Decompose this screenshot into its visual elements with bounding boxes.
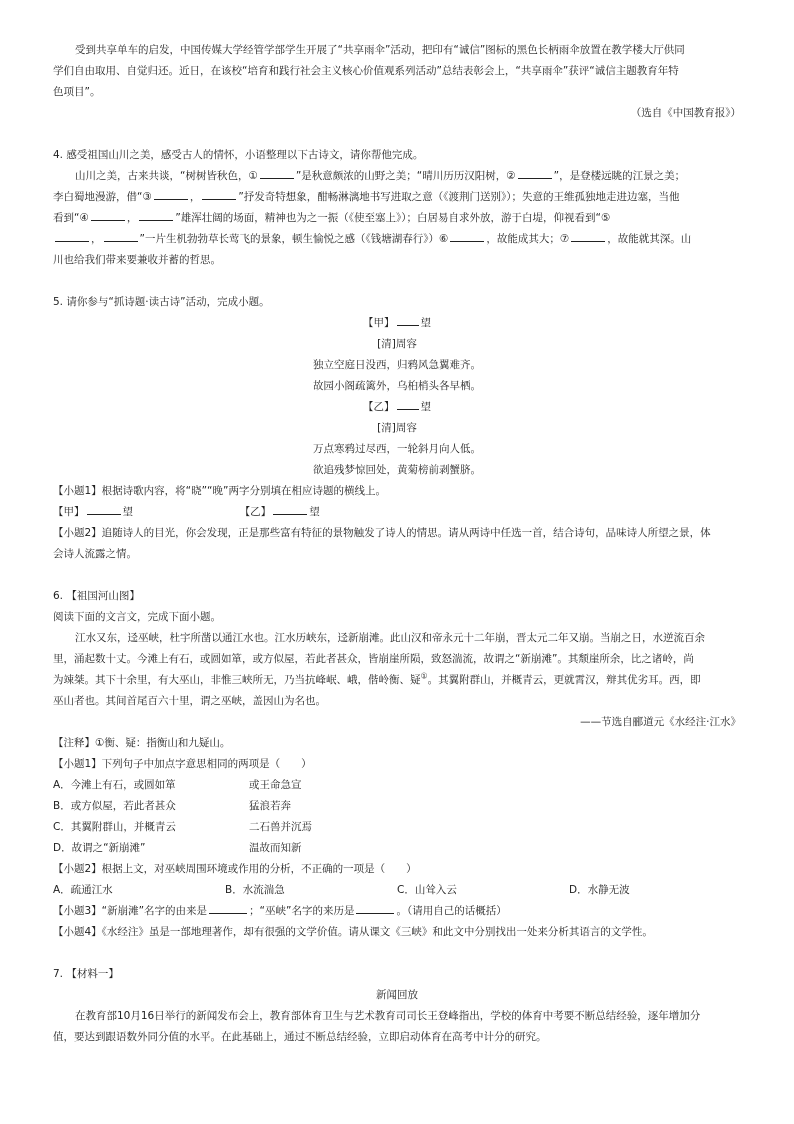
q6-source: ——节选自郦道元《水经注·江水》 bbox=[580, 716, 741, 728]
q6-text-line-2: 里，涌起数十丈。今滩上有石，或圆如箪，或方似屋，若此者甚众，皆崩崖所陨，致怒湍流，故谓之“新崩滩”。其颓崖所余，比之诸岭，尚 bbox=[53, 653, 694, 665]
option-b[interactable]: B．或方似屋，若此者甚众 猛浪若奔 bbox=[53, 800, 291, 812]
q7-title: 新闻回放 bbox=[376, 989, 418, 1001]
q5-sub2-line-2: 会诗人流露之情。 bbox=[53, 548, 137, 560]
answer-blank[interactable] bbox=[209, 901, 247, 914]
option-d[interactable]: D．故谓之“新崩滩” 温故而知新 bbox=[53, 842, 302, 854]
answer-blank[interactable] bbox=[273, 502, 307, 515]
answer-blank[interactable] bbox=[202, 187, 236, 200]
title-blank[interactable] bbox=[397, 397, 419, 410]
poem-2-title: 【乙】 望 bbox=[53, 397, 741, 418]
footnote-marker: ① bbox=[420, 671, 428, 681]
intro-line-1: 受到共享单车的启发，中国传媒大学经管学部学生开展了“共享雨伞”活动，把印有“诚信”图标的黑色长柄雨伞放置在教学楼大厅供同 bbox=[75, 44, 685, 56]
q5-answer-line: 【甲】 望 【乙】 望 bbox=[53, 502, 741, 523]
answer-blank[interactable] bbox=[154, 187, 188, 200]
poem-1-line-2: 故园小阁疏篱外，乌桕梢头各早栖。 bbox=[313, 380, 481, 392]
answer-blank[interactable] bbox=[450, 229, 484, 242]
q6-sub2-choices bbox=[53, 880, 741, 901]
answer-blank[interactable] bbox=[55, 229, 89, 242]
answer-blank[interactable] bbox=[356, 901, 394, 914]
answer-blank[interactable] bbox=[87, 502, 121, 515]
poem-2-author: [清]周容 bbox=[377, 422, 417, 434]
q7-heading: 7. 【材料一】 bbox=[53, 968, 119, 980]
intro-line-3: 色项目”。 bbox=[53, 86, 101, 98]
answer-blank[interactable] bbox=[139, 208, 173, 221]
q6-intro: 阅读下面的文言文，完成下面小题。 bbox=[53, 611, 221, 623]
choice-a[interactable]: A．疏通江水 bbox=[53, 884, 113, 896]
q6-heading: 6. 【祖国河山图】 bbox=[53, 590, 140, 602]
q6-sub3: 【小题3】“新崩滩”名字的由来是 ；“巫峡”名字的来历是 。（请用自己的话概括） bbox=[53, 901, 741, 922]
option-a[interactable]: A．今滩上有石，或圆如箪 或王命急宣 bbox=[53, 779, 302, 791]
choice-d[interactable]: D．水静无波 bbox=[569, 884, 630, 896]
q5-sub1: 【小题1】根据诗歌内容，将“晓”“晚”两字分别填在相应诗题的横线上。 bbox=[53, 485, 386, 497]
q4-line-1: 山川之美，古来共谈，“树树皆秋色，① ”是秋意颇浓的山野之美；“晴川历历汉阳树，② ”，是登楼远眺的江景之美； bbox=[53, 166, 741, 187]
q5-sub2-line-1: 【小题2】追随诗人的目光，你会发现，正是那些富有特征的景物触发了诗人的情思。请从两诗中任选一首，结合诗句，品味诗人所望之景，体 bbox=[53, 527, 711, 539]
option-c[interactable]: C．其翼附群山，并概青云 二石兽并沉焉 bbox=[53, 821, 312, 833]
q7-line-2: 值，要达到跟语数外同分值的水平。在此基础上，通过不断总结经验，立即启动体育在高考中计分的研究。 bbox=[53, 1031, 547, 1043]
q6-text-line-4: 巫山者也。其间首尾百六十里，谓之巫峡，盖因山为名也。 bbox=[53, 695, 326, 707]
intro-line-2: 学们自由取用、自觉归还。近日，在该校“培育和践行社会主义核心价值观系列活动”总结表彰会上，“共享雨伞”获评“诚信主题教育年特 bbox=[53, 65, 679, 77]
q6-note: 【注释】①衡、疑：指衡山和九疑山。 bbox=[53, 737, 231, 749]
answer-blank[interactable] bbox=[518, 166, 552, 179]
choice-c[interactable]: C．山耸入云 bbox=[397, 884, 457, 896]
q6-sub4: 【小题4】《水经注》虽是一部地理著作，却有很强的文学价值。请从课文《三峡》和此文中分别找出一处来分析其语言的文学性。 bbox=[53, 926, 653, 938]
poem-1-title: 【甲】 望 bbox=[53, 313, 741, 334]
q4-line-3: 看到“④ ， ”雄浑壮阔的场面，精神也为之一振（《使至塞上》）；白居易自求外放，游于白堤，仰视看到“⑤ bbox=[53, 208, 741, 229]
q6-sub1: 【小题1】下列句子中加点字意思相同的两项是（ ） bbox=[53, 758, 312, 770]
poem-2-line-1: 万点寒鸦过尽西，一轮斜月向人低。 bbox=[313, 443, 481, 455]
answer-blank[interactable] bbox=[91, 208, 125, 221]
poem-2-line-2: 欲追残梦惊回处，黄菊榜前剥蟹脐。 bbox=[313, 464, 481, 476]
q4-line-5: 川也给我们带来要兼收并蓄的哲思。 bbox=[53, 254, 221, 266]
title-blank[interactable] bbox=[397, 313, 419, 326]
q4-heading: 4. 感受祖国山川之美，感受古人的情怀，小语整理以下古诗文，请你帮他完成。 bbox=[53, 149, 424, 161]
answer-blank[interactable] bbox=[571, 229, 605, 242]
poem-1-author: [清]周容 bbox=[377, 338, 417, 350]
q6-text-line-1: 江水又东，迳巫峡，杜宇所凿以通江水也。江水历峡东，迳新崩滩。此山汉和帝永元十二年崩，晋太元二年又崩。当崩之日，水逆流百余 bbox=[75, 632, 705, 644]
q7-line-1: 在教育部10月16日举行的新闻发布会上，教育部体育卫生与艺术教育司司长王登峰指出，学校的体育中考要不断总结经验，逐年增加分 bbox=[75, 1010, 701, 1022]
answer-blank[interactable] bbox=[260, 166, 294, 179]
q6-text-line-3: 为竦桀。其下十余里，有大巫山，非惟三峡所无，乃当抗峰岷、峨，偕岭衡、疑①。其翼附群山，并概青云，更就霄汉，辩其优劣耳。西，即 bbox=[53, 671, 701, 686]
q6-sub2: 【小题2】根据上文，对巫峡周围环境或作用的分析，不正确的一项是（ ） bbox=[53, 863, 417, 875]
q4-line-4: ， ”一片生机勃勃草长莺飞的景象，顿生愉悦之感（《钱塘湖春行》）⑥ ，故能成其大；⑦ ，故能就其深。山 bbox=[53, 229, 741, 250]
q4-line-2: 李白蜀地漫游，借“③ ， ”抒发奇特想象，酣畅淋漓地书写进取之意（《渡荆门送别》）；失意的王维孤独地走进边塞，当他 bbox=[53, 187, 741, 208]
choice-b[interactable]: B．水流湍急 bbox=[225, 884, 285, 896]
document-page bbox=[53, 40, 741, 1048]
intro-source: （选自《中国教育报》） bbox=[630, 107, 741, 119]
q5-heading: 5. 请你参与“抓诗题·读古诗”活动，完成小题。 bbox=[53, 296, 270, 308]
poem-1-line-1: 独立空庭日没西，归鸦风急翼难齐。 bbox=[313, 359, 481, 371]
answer-blank[interactable] bbox=[104, 229, 138, 242]
